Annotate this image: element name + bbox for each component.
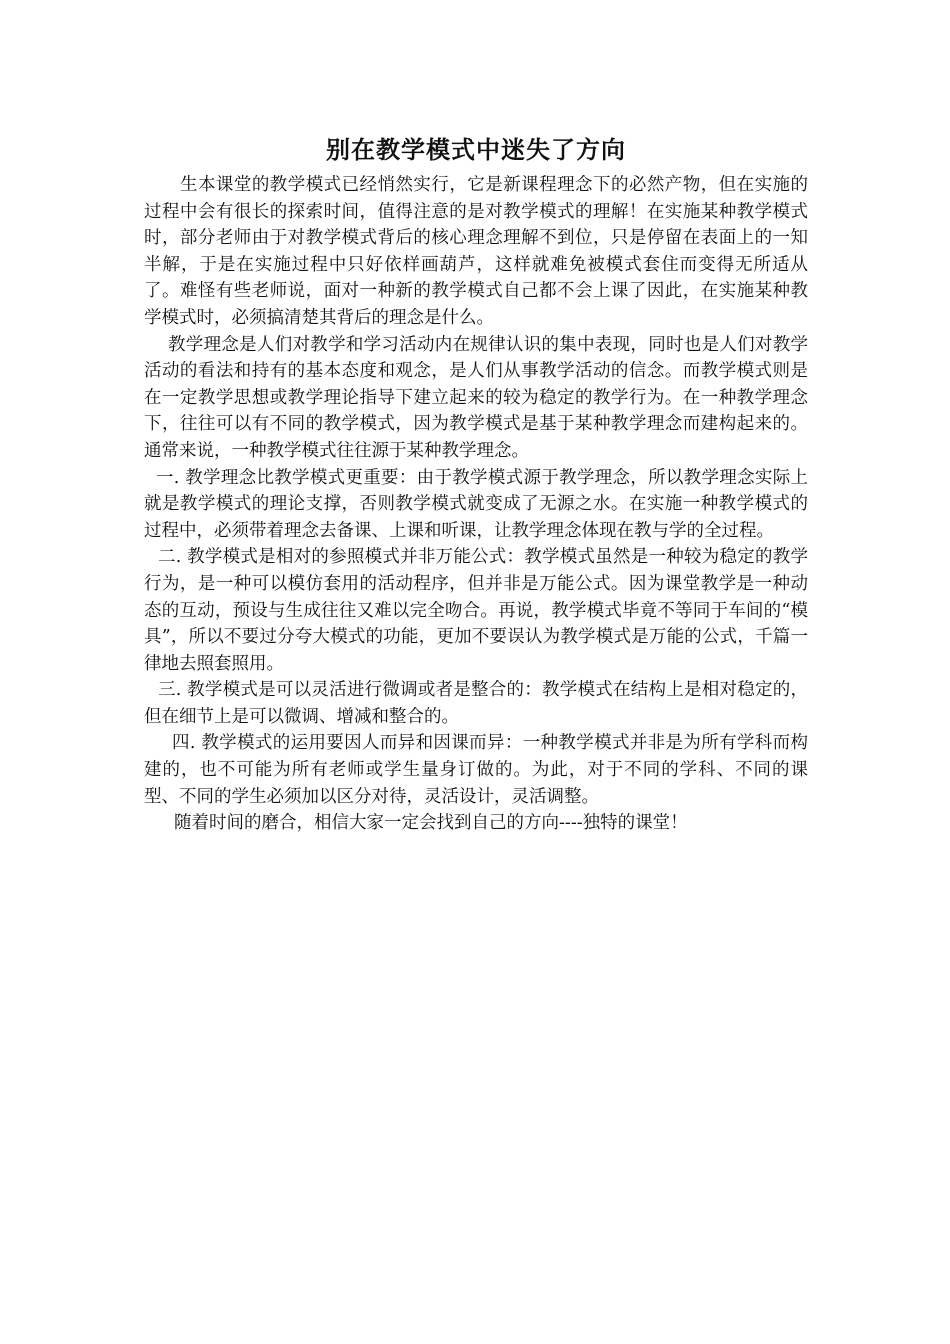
paragraph-point-two: 二. 教学模式是相对的参照模式并非万能公式：教学模式虽然是一种较为稳定的教学行为，是一种可以模仿套用的活动程序，但并非是万能公式。因为课堂教学是一种动态的互动，预设与生成往往又难以完全吻合。再说，教学模式毕竟不等同于车间的“模具”，所以不要过分夸大模式的功能，更加不要误认为教学模式是万能的公式，千篇一律地去照套照用。: [144, 547, 808, 674]
paragraph-intro: 生本课堂的教学模式已经悄然实行，它是新课程理念下的必然产物，但在实施的过程中会有很长的探索时间，值得注意的是对教学模式的理解！在实施某种教学模式时，部分老师由于对教学模式背后的核心理念理解不到位，只是停留在表面上的一知半解，于是在实施过程中只好依样画葫芦，这样就难免被模式套住而变得无所适从了。难怪有些老师说，面对一种新的教学模式自己都不会上课了因此，在实施某种教学模式时，必须搞清楚其背后的理念是什么。: [144, 175, 808, 328]
paragraph-point-three: 三. 教学模式是可以灵活进行微调或者是整合的：教学模式在结构上是相对稳定的，但在细节上是可以微调、增减和整合的。: [144, 680, 808, 727]
paragraph-point-four: 四. 教学模式的运用要因人而异和因课而异：一种教学模式并非是为所有学科而构建的，也不可能为所有老师或学生量身订做的。为此，对于不同的学科、不同的课型、不同的学生必须加以区分对待，灵活设计，灵活调整。: [144, 733, 808, 807]
document-page: [144, 130, 808, 837]
paragraph-teaching-concept: 教学理念是人们对教学和学习活动内在规律认识的集中表现，同时也是人们对教学活动的看法和持有的基本态度和观念，是人们从事教学活动的信念。而教学模式则是在一定教学思想或教学理论指导下建立起来的较为稳定的教学行为。在一种教学理念下，往往可以有不同的教学模式，因为教学模式是基于某种教学理念而建构起来的。通常来说，一种教学模式往往源于某种教学理念。: [144, 334, 808, 461]
paragraph-point-one: 一. 教学理念比教学模式更重要：由于教学模式源于教学理念，所以教学理念实际上就是教学模式的理论支撑，否则教学模式就变成了无源之水。在实施一种教学模式的过程中，必须带着理念去备课、上课和听课，让教学理念体现在教与学的全过程。: [144, 467, 808, 541]
document-title: 别在教学模式中迷失了方向: [326, 135, 626, 164]
paragraph-closing: 随着时间的磨合，相信大家一定会找到自己的方向----独特的课堂！: [174, 813, 688, 834]
